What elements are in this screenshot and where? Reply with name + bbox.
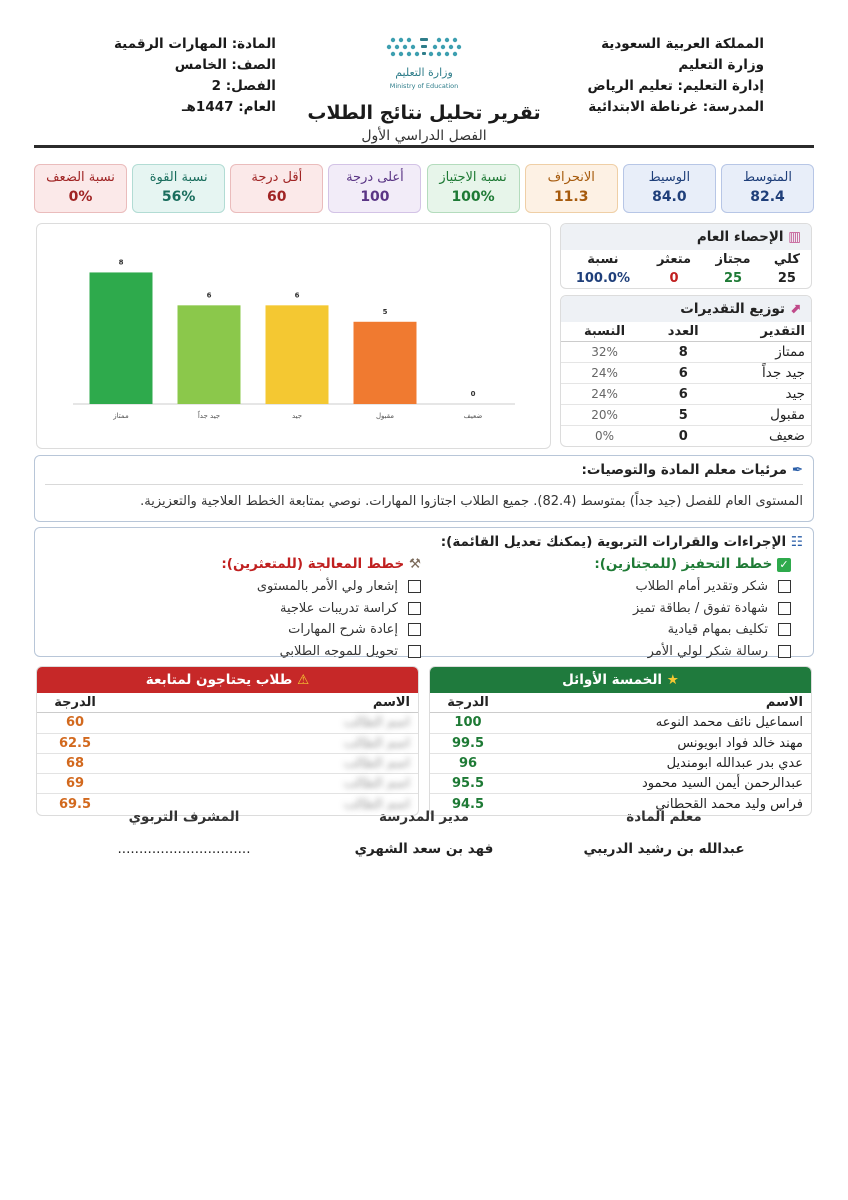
analysis-section — [34, 223, 814, 451]
school-label: المدرسة: غرناطة الابتدائية — [588, 99, 764, 115]
tools-icon: ⚒ — [408, 556, 421, 572]
follow-up-title: طلاب يحتاجون لمتابعة — [145, 672, 293, 688]
signature-principal — [324, 809, 524, 857]
list-item — [37, 754, 418, 774]
chart-bar — [354, 322, 417, 404]
student-score: 68 — [65, 756, 85, 772]
student-score: 94.5 — [451, 797, 485, 813]
stats-tables — [560, 223, 812, 453]
grades-bar-chart-box — [36, 223, 551, 449]
chart-data-label: 8 — [118, 258, 124, 267]
remedial-item-reteach[interactable] — [61, 619, 421, 641]
follow-up-header — [37, 667, 418, 693]
motivation-item-leadership[interactable] — [431, 619, 791, 641]
list-item — [430, 774, 811, 794]
checkbox[interactable] — [408, 580, 421, 593]
pen-icon: ✒ — [791, 462, 803, 478]
checklist-icon: ☷ — [790, 534, 803, 550]
remedial-item-counselor[interactable] — [61, 641, 421, 663]
grades-bar-chart — [37, 224, 550, 448]
stat-value: 0% — [68, 189, 93, 205]
action-label: إشعار ولي الأمر بالمستوى — [256, 579, 398, 595]
action-label: إعادة شرح المهارات — [288, 622, 398, 638]
gs-passed-value: 25 — [723, 271, 743, 286]
header-divider — [34, 145, 814, 148]
motivation-item-parent-letter[interactable] — [431, 641, 791, 663]
chart-bar — [178, 305, 241, 404]
grade-label: الصف: الخامس — [174, 57, 276, 73]
dist-count: 0 — [678, 428, 688, 444]
remedial-item-notify-parent[interactable] — [61, 576, 421, 598]
table-row — [561, 426, 811, 447]
general-stats-title: الإحصاء العام — [696, 229, 784, 245]
top-five-columns — [430, 693, 811, 713]
signature-teacher — [564, 809, 764, 857]
signatures — [34, 809, 814, 879]
dist-header-pct: النسبة — [561, 322, 648, 342]
table-row — [561, 342, 811, 363]
gs-total-value: 25 — [777, 271, 796, 286]
chart-category-label: جيد — [291, 412, 303, 420]
general-stats-header — [561, 224, 811, 250]
signature-name: عبدالله بن رشيد الدريبي — [583, 841, 745, 857]
col-name: الاسم — [765, 695, 803, 711]
signature-name: فهد بن سعد الشهري — [354, 841, 494, 857]
motivation-plans — [431, 556, 791, 662]
student-score: 69.5 — [58, 797, 92, 813]
chart-data-label: 6 — [206, 291, 212, 300]
stat-card-max — [328, 164, 421, 213]
gs-header-total: كلي — [773, 252, 800, 267]
general-stats-box — [560, 223, 812, 289]
dist-count: 6 — [648, 384, 718, 405]
stat-label: المتوسط — [743, 170, 792, 185]
stat-card-weakness — [34, 164, 127, 213]
stat-value: 82.4 — [750, 189, 785, 205]
student-score: 69 — [65, 776, 85, 792]
stat-value: 56% — [161, 189, 196, 205]
stat-card-strength — [132, 164, 225, 213]
gs-failed-value: 0 — [669, 271, 679, 286]
dist-pct: 24% — [561, 384, 648, 405]
action-label: كراسة تدريبات علاجية — [279, 600, 398, 616]
checkbox[interactable] — [778, 623, 791, 636]
checkbox[interactable] — [778, 645, 791, 658]
student-score: 95.5 — [451, 776, 485, 792]
grade-distribution-box — [560, 295, 812, 447]
trend-chart-icon: ⬈ — [789, 301, 801, 317]
remedial-title: خطط المعالجة (للمتعثرين): — [221, 556, 405, 572]
student-name: مهند خالد فواد ابويونس — [677, 735, 803, 751]
dist-grade: ممتاز — [718, 342, 811, 363]
student-name: اسم الطالب — [343, 735, 410, 751]
subject-label: المادة: المهارات الرقمية — [114, 36, 276, 52]
report-title: تقرير تحليل نتائج الطلاب — [307, 102, 541, 124]
list-item — [37, 713, 418, 733]
notes-title: مرئيات معلم المادة والتوصيات: — [581, 462, 787, 478]
dist-header-grade: التقدير — [718, 322, 811, 342]
grade-distribution-header — [561, 296, 811, 322]
student-score: 60 — [65, 715, 85, 731]
star-icon: ★ — [666, 672, 679, 688]
general-stats-table — [561, 250, 811, 288]
header-left-block — [114, 34, 276, 118]
actions-title: الإجراءات والقرارات التربوية (يمكنك تعديل القائمة): — [440, 534, 787, 550]
stat-card-pass-rate — [427, 164, 520, 213]
report-subtitle: الفصل الدراسي الأول — [361, 128, 487, 144]
list-item — [430, 713, 811, 733]
stat-label: أعلى درجة — [346, 170, 404, 185]
dist-header-count: العدد — [648, 322, 718, 342]
student-score: 100 — [454, 715, 482, 731]
chart-bar — [90, 272, 153, 404]
student-score: 96 — [458, 756, 478, 772]
student-name: اسم الطالب — [343, 756, 410, 772]
signature-role: مدير المدرسة — [378, 809, 470, 825]
chart-data-label: 5 — [382, 307, 388, 316]
action-label: تحويل للموجه الطلابي — [279, 643, 398, 659]
actions-header — [35, 528, 813, 556]
warning-icon: ⚠ — [297, 672, 310, 688]
chart-bar — [266, 305, 329, 404]
dist-grade: جيد جداً — [718, 363, 811, 384]
chart-category-label: جيد جداً — [197, 412, 221, 420]
kingdom-label: المملكة العربية السعودية — [601, 36, 764, 52]
student-name: اسم الطالب — [343, 776, 410, 792]
action-label: تكليف بمهام قيادية — [667, 622, 768, 638]
dist-count: 6 — [648, 363, 718, 384]
dist-pct: 24% — [561, 363, 648, 384]
top-five-title: الخمسة الأوائل — [562, 672, 663, 688]
col-name: الاسم — [372, 695, 410, 711]
gs-header-passed: مجتاز — [715, 252, 751, 267]
dist-grade: مقبول — [718, 405, 811, 426]
gs-header-failed: متعثر — [656, 252, 692, 267]
chart-category-label: ممتاز — [113, 412, 129, 420]
grade-distribution-title: توزيع التقديرات — [680, 301, 785, 317]
stat-cards — [34, 164, 814, 213]
student-score: 99.5 — [451, 735, 485, 751]
chart-data-label: 0 — [470, 390, 476, 398]
notes-header — [35, 456, 813, 484]
education-dept-label: إدارة التعليم: تعليم الرياض — [587, 78, 764, 94]
motivation-header — [431, 556, 791, 572]
dist-pct: 32% — [561, 342, 648, 363]
col-score: الدرجة — [54, 695, 96, 711]
follow-up-columns — [37, 693, 418, 713]
dist-pct: 0% — [595, 429, 615, 443]
motivation-item-certificate[interactable] — [431, 598, 791, 620]
remedial-item-workbook[interactable] — [61, 598, 421, 620]
checkbox[interactable] — [408, 602, 421, 615]
stat-card-deviation — [525, 164, 618, 213]
chart-category-label: مقبول — [375, 412, 395, 420]
action-label: شهادة تفوق / بطاقة تميز — [632, 600, 768, 616]
class-label: الفصل: 2 — [211, 78, 276, 94]
teacher-notes-box — [34, 455, 814, 522]
table-row — [561, 384, 811, 405]
signature-role: المشرف التربوي — [128, 809, 240, 825]
dist-pct: 20% — [561, 405, 648, 426]
signature-supervisor — [84, 809, 284, 857]
stat-label: أقل درجة — [251, 170, 303, 185]
student-name: عبدالرحمن أيمن السيد محمود — [641, 776, 803, 792]
action-label: رسالة شكر لولي الأمر — [647, 643, 768, 659]
table-row — [561, 405, 811, 426]
stat-value: 100% — [451, 189, 495, 205]
gs-header-rate: نسبة — [587, 252, 619, 267]
stat-value: 11.3 — [553, 189, 589, 205]
follow-up-box — [36, 666, 419, 816]
student-name: اسم الطالب — [343, 797, 410, 813]
remedial-plans — [61, 556, 421, 662]
gs-rate-value: 100.0% — [575, 271, 630, 286]
checkbox[interactable] — [778, 580, 791, 593]
check-mark-icon: ✓ — [777, 558, 791, 572]
table-row — [561, 363, 811, 384]
student-name: فراس وليد محمد القحطاني — [655, 797, 803, 813]
student-name: اسم الطالب — [343, 715, 410, 731]
stat-card-mean — [721, 164, 814, 213]
stat-label: نسبة الاجتياز — [439, 170, 507, 185]
col-score: الدرجة — [447, 695, 489, 711]
dist-count: 5 — [648, 405, 718, 426]
list-item — [430, 754, 811, 774]
stat-value: 100 — [360, 189, 390, 205]
chart-data-label: 6 — [294, 291, 300, 300]
remedial-header — [61, 556, 421, 572]
action-label: شكر وتقدير أمام الطلاب — [635, 579, 768, 595]
grade-distribution-table — [561, 322, 811, 446]
signature-role: معلم المادة — [626, 809, 702, 825]
stat-value: 60 — [267, 189, 287, 205]
top-five-header — [430, 667, 811, 693]
logo-text-en: Ministry of Education — [389, 82, 459, 90]
stat-value: 84.0 — [652, 189, 687, 205]
student-name: عدي بدر عبدالله ابومنديل — [666, 756, 803, 772]
checkbox[interactable] — [408, 623, 421, 636]
stat-card-median — [623, 164, 716, 213]
student-score: 62.5 — [58, 735, 92, 751]
list-item — [430, 734, 811, 754]
stat-label: نسبة القوة — [149, 170, 208, 185]
list-item — [37, 774, 418, 794]
dist-grade: جيد — [718, 384, 811, 405]
student-lists — [34, 666, 814, 816]
ministry-logo — [379, 32, 469, 94]
dist-count: 8 — [648, 342, 718, 363]
motivation-item-thanks[interactable] — [431, 576, 791, 598]
motivation-title: خطط التحفيز (للمجتازين): — [594, 556, 773, 572]
notes-text: المستوى العام للفصل (جيد جداً) بمتوسط (82.4). جميع الطلاب اجتازوا المهارات. نوصي بمتابعة الخطط العلاجية والتعزيزية. — [45, 484, 803, 509]
checkbox[interactable] — [778, 602, 791, 615]
student-name: اسماعيل نائف محمد النوعه — [655, 715, 803, 731]
list-item — [37, 734, 418, 754]
stat-label: نسبة الضعف — [46, 170, 115, 185]
bar-chart-icon: ▥ — [788, 229, 801, 245]
stat-label: الانحراف — [547, 170, 595, 185]
logo-text-ar: وزارة التعليم — [395, 66, 453, 79]
stat-card-min — [230, 164, 323, 213]
checkbox[interactable] — [408, 645, 421, 658]
dist-grade: ضعيف — [768, 428, 805, 444]
actions-box — [34, 527, 814, 657]
year-label: العام: 1447هـ — [181, 99, 276, 115]
chart-category-label: ضعيف — [463, 412, 483, 420]
stat-label: الوسيط — [648, 170, 691, 185]
report-header — [34, 30, 814, 148]
top-five-box — [429, 666, 812, 816]
signature-name: ............................... — [117, 841, 251, 857]
ministry-label: وزارة التعليم — [678, 57, 764, 73]
